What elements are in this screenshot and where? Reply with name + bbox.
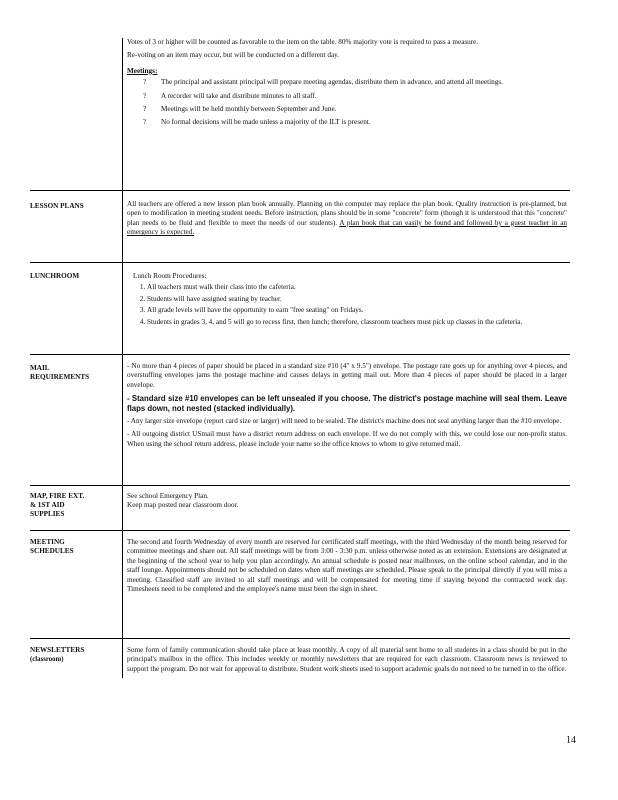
meetings-heading: Meetings: — [127, 66, 158, 75]
column-divider — [122, 38, 123, 678]
map-fire-aid-label: MAP, FIRE EXT. & 1ST AID SUPPLIES — [30, 492, 85, 518]
bullet-glyph: ? — [143, 118, 147, 127]
meeting-schedules-text: The second and fourth Wednesday of every month are reserved for certificated staff meetings, with the third Wednesday of the month being reserved for committee meetings and share out. All staff meetings will be from 3:00 - 3:30 p.m. unless otherwise noted as an extension. Extensions are designated at the beginning of the school year to help you plan accordingly. An annual schedule is posted near mailboxes, on the online school calendar, and in the staff lounge. Appointments should not be scheduled on dates when staff meetings are scheduled. Please speak to the principal directly if you will miss a meeting. Classified staff are invited to all staff meetings and will be compensated for meeting time if staying beyond the contracted work day. Timesheets need to be completed and the employee's name must been the sign in sheet. — [127, 538, 567, 594]
row-divider — [30, 638, 570, 639]
lunchroom-block — [127, 272, 567, 329]
row-divider — [30, 354, 570, 355]
lesson-plans-label: LESSON PLANS — [30, 202, 84, 210]
page-number: 14 — [566, 735, 576, 746]
meetings-item: ? A recorder will take and distribute minutes to all staff. — [143, 91, 317, 100]
mail-rule-2: - Standard size #10 envelopes can be left unsealed if you choose. The district's postage machine will seal them. Leave flaps down, not nested (stacked individually). — [127, 394, 567, 413]
row-divider — [30, 530, 570, 531]
map-line-1: See school Emergency Plan. — [127, 492, 209, 500]
voting-paragraph-2: Re-voting on an item may occur, but will be conducted on a different day. — [127, 51, 340, 60]
newsletters-label: NEWSLETTERS (classroom) — [30, 646, 85, 663]
meetings-item: ? The principal and assistant principal will prepare meeting agendas, distribute them in advance, and attend all meetings. — [143, 78, 503, 87]
bullet-glyph: ? — [143, 91, 147, 100]
lunchroom-item: 3. All grade levels will have the opportunity to earn "free seating" on Fridays. — [147, 306, 567, 315]
lunchroom-list — [127, 283, 567, 327]
voting-block — [127, 38, 567, 132]
lunchroom-item: 1. All teachers must walk their class into the cafeteria. — [147, 283, 567, 292]
bullet-glyph: ? — [143, 105, 147, 114]
voting-paragraph-1: Votes of 3 or higher will be counted as favorable to the item on the table. 80% majority vote is required to pass a measure. — [127, 38, 479, 46]
meetings-item: ? No formal decisions will be made unless a majority of the ILT is present. — [143, 118, 371, 127]
newsletters-text: Some form of family communication should take place at least monthly. A copy of all material sent home to all students in a class should be put in the principal's mailbox in the office. This includes weekly or monthly newsletters that are required for each classroom. Classroom news is reviewed to support the program. Do not wait for approval to distribute. Student work sheets used to support academic goals do not need to be turned in to the office. — [127, 646, 567, 673]
mail-requirements-block — [127, 362, 567, 453]
map-fire-aid-block — [127, 492, 567, 511]
row-divider — [30, 262, 570, 263]
map-line-2: Keep map posted near classroom door. — [127, 501, 239, 510]
mail-requirements-label: MAIL REQUIREMENTS — [30, 364, 90, 381]
meetings-list — [127, 78, 567, 128]
lunchroom-heading: Lunch Room Procedures: — [133, 272, 207, 280]
mail-rule-1: - No more than 4 pieces of paper should be placed in a standard size #10 (4" x 9.5") envelope. The postage rate goes up for anything over 4 pieces, and overstuffing envelopes jams the postage machine and causes delays in getting mail out. More than 4 pieces of paper should be placed in a larger envelope. — [127, 362, 567, 389]
mail-rule-3: - Any larger size envelope (report card size or larger) will need to be sealed. The district's machine does not seal anything larger than the #10 envelope. — [127, 417, 562, 426]
meetings-item: ? Meetings will be held monthly between September and June. — [143, 105, 337, 114]
meeting-schedules-label: MEETING SCHEDULES — [30, 538, 74, 555]
lunchroom-label: LUNCHROOM — [30, 272, 80, 280]
bullet-glyph: ? — [143, 78, 147, 87]
lunchroom-item: 2. Students will have assigned seating by teacher. — [147, 295, 567, 304]
lunchroom-item: 4. Students in grades 3, 4, and 5 will go to recess first, then lunch; therefore, classroom teachers must pick up classes in the cafeteria. — [147, 318, 567, 327]
row-divider — [30, 485, 570, 486]
mail-rule-4: - All outgoing district USmail must have a district return address on each envelope. If we do not comply with this, we could lose our non-profit status. When using the school return address, please include your name so the office knows to whom to give returned mail. — [127, 430, 567, 448]
lesson-plans-text: All teachers are offered a new lesson plan book annually. Planning on the computer may replace the plan book. Quality instruction is pre-planned, but open to modification in meeting student needs. Before instruction, plans should be in some "concrete" form (though it is understood that this "concrete" plan needs to be fluid and flexible to meet the needs of our students). A plan book that can easily be found and followed by a guest teacher in an emergency is expected. — [127, 200, 567, 237]
lesson-plans-expectation: A plan book that can easily be found and followed by a guest teacher in an emergency is expected. — [127, 218, 567, 237]
row-divider — [30, 190, 570, 191]
